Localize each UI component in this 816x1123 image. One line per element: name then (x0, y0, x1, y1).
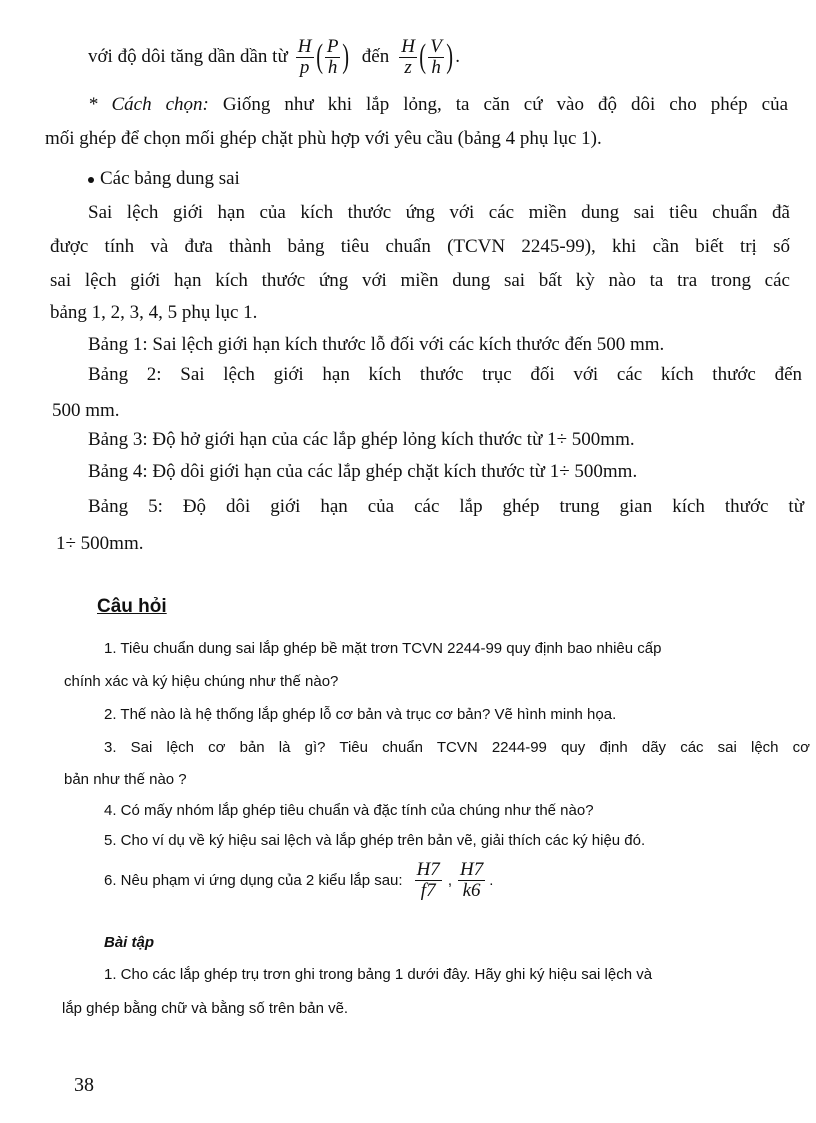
question-3a: 3. Sai lệch cơ bản là gì? Tiêu chuẩn TCVN 2244-99 quy định dãy các sai lệch cơ (104, 739, 810, 756)
table-desc-2b: 500 mm. (52, 400, 120, 421)
fraction-h-over-z: $\frac{H}{z}$ (401, 35, 415, 78)
table-desc-5b: 1÷ 500mm. (56, 533, 144, 554)
fraction-h7-k6: $\frac{H7}{k6}$ (459, 858, 484, 901)
para-line-1: Sai lệch giới hạn của kích thước ứng với các miền dung sai tiêu chuẩn đã (88, 202, 790, 223)
table-desc-4: Bảng 4: Độ dôi giới hạn của các lắp ghép chặt kích thước từ 1÷ 500mm. (88, 461, 638, 482)
intro-suffix: . (455, 46, 460, 67)
question-4: 4. Có mấy nhóm lắp ghép tiêu chuẩn và đặc tính của chúng như thế nào? (104, 802, 594, 819)
table-desc-1: Bảng 1: Sai lệch giới hạn kích thước lỗ đối với các kích thước đến 500 mm. (88, 334, 665, 355)
table-desc-2a: Bảng 2: Sai lệch giới hạn kích thước trục đối với các kích thước đến (88, 364, 802, 385)
para-line-4: bảng 1, 2, 3, 4, 5 phụ lục 1. (50, 302, 258, 323)
questions-heading: Câu hỏi (97, 596, 167, 617)
intro-mid: đến (361, 46, 390, 67)
question-6-text: 6. Nêu phạm vi ứng dụng của 2 kiểu lắp sau: (104, 871, 403, 889)
question-3b: bản như thế nào ? (64, 771, 187, 788)
exercises-heading: Bài tập (104, 934, 155, 951)
intro-prefix: với độ dôi tăng dần dần từ (88, 46, 288, 67)
cach-chon-label: * Cách chọn: (88, 94, 209, 115)
page-number: 38 (74, 1074, 94, 1096)
table-desc-5a: Bảng 5: Độ dôi giới hạn của các lắp ghép trung gian kích thước từ (88, 496, 804, 517)
question-6-end: . (489, 871, 494, 889)
question-6 (104, 855, 493, 905)
table-desc-3: Bảng 3: Độ hở giới hạn của các lắp ghép lỏng kích thước từ 1÷ 500mm. (88, 429, 635, 450)
question-5: 5. Cho ví dụ về ký hiệu sai lệch và lắp ghép trên bản vẽ, giải thích các ký hiệu đó. (104, 832, 646, 849)
fraction-p-over-h: $\frac{P}{h}$ (326, 35, 339, 78)
fraction-h7-f7: $\frac{H7}{f7}$ (416, 858, 440, 901)
cach-chon-line-2: mối ghép để chọn mối ghép chặt phù hợp với yêu cầu (bảng 4 phụ lục 1). (45, 128, 602, 149)
cach-chon-text-1: Giống như khi lắp lỏng, ta căn cứ vào độ dôi cho phép của (222, 94, 788, 115)
fraction-v-over-h: $\frac{V}{h}$ (430, 35, 442, 78)
para-line-2: được tính và đưa thành bảng tiêu chuẩn (TCVN 2245-99), khi cần biết trị số (50, 236, 790, 257)
fraction-separator: , (447, 871, 452, 889)
bullet-icon (88, 177, 94, 183)
question-1b: chính xác và ký hiệu chúng như thế nào? (64, 673, 339, 690)
question-2: 2. Thế nào là hệ thống lắp ghép lỗ cơ bản và trục cơ bản? Vẽ hình minh họa. (104, 706, 617, 723)
exercise-1a: 1. Cho các lắp ghép trụ trơn ghi trong bảng 1 dưới đây. Hãy ghi ký hiệu sai lệch và (104, 966, 653, 983)
exercise-1b: lắp ghép bằng chữ và bằng số trên bản vẽ. (62, 1000, 349, 1017)
question-1a: 1. Tiêu chuẩn dung sai lắp ghép bề mặt trơn TCVN 2244-99 quy định bao nhiêu cấp (104, 640, 662, 657)
fraction-h-over-p: $\frac{H}{p}$ (297, 35, 312, 78)
bullet-text: Các bảng dung sai (100, 168, 240, 189)
bullet-item (88, 168, 240, 190)
para-line-3: sai lệch giới hạn kích thước ứng với miền dung sai bất kỳ nào ta tra trong các (50, 270, 790, 291)
intro-line: với độ dôi tăng dần dần từ $\frac{H}{p}$ ( $\frac{P}{h}$ ) đến $\frac{H}{z}$ ( $\frac{V}{h}$ ) . (88, 35, 460, 78)
cach-chon-line-1 (88, 94, 788, 116)
